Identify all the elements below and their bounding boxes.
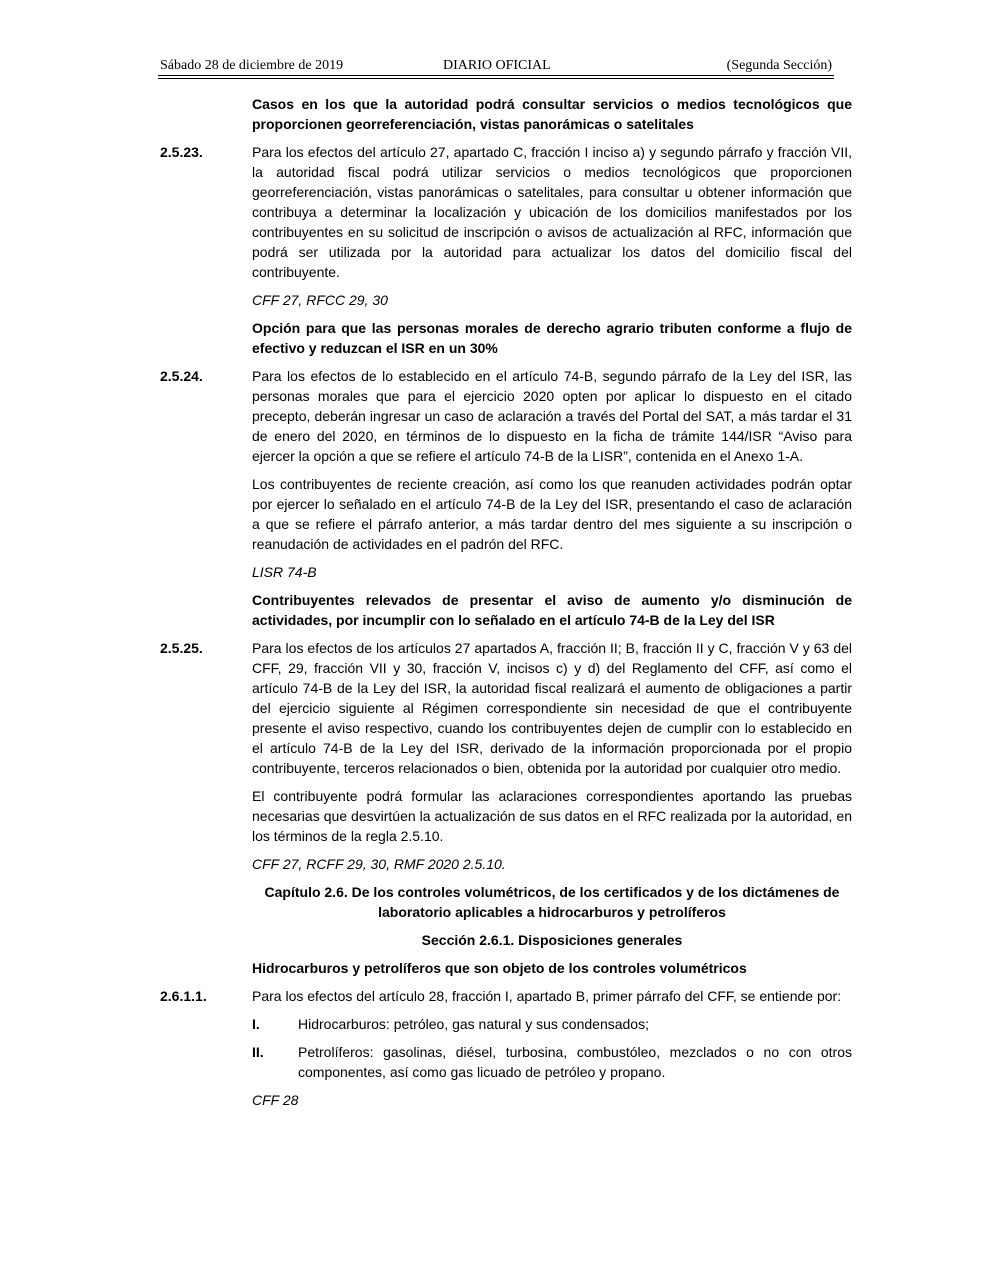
rule-heading-row — [160, 94, 852, 134]
rule-citation-row — [160, 290, 852, 310]
rule-paragraph-row — [160, 786, 852, 846]
rule-heading-row — [160, 590, 852, 630]
section-title: Sección 2.6.1. Disposiciones generales — [421, 932, 683, 948]
rule-heading: Casos en los que la autoridad podrá consultar servicios o medios tecnológicos que proporcionen georreferenciación, vistas panorámicas o satelitales — [252, 96, 852, 132]
list-item-text: Petrolíferos: gasolinas, diésel, turbosina, combustóleo, mezclados o no con otros componentes, así como gas licuado de petróleo y propano. — [298, 1044, 852, 1080]
header-rule — [158, 75, 834, 76]
list-item — [252, 1014, 852, 1034]
rule-paragraph-row — [160, 142, 852, 282]
rule-paragraph-row — [160, 366, 852, 466]
rule-number: 2.5.25. — [160, 640, 203, 656]
rule-number: 2.5.24. — [160, 368, 203, 384]
rule-citation: CFF 27, RCFF 29, 30, RMF 2020 2.5.10. — [252, 856, 506, 872]
rule-heading-row — [160, 318, 852, 358]
list-item-numeral: I. — [252, 1016, 260, 1032]
list-item-numeral: II. — [252, 1044, 264, 1060]
rule-citation-row — [160, 854, 852, 874]
section-heading-row — [160, 930, 852, 950]
rule-heading-row — [160, 958, 852, 978]
rule-heading: Contribuyentes relevados de presentar el aviso de aumento y/o disminución de actividades, por incumplir con lo señalado en el artículo 74-B de la Ley del ISR — [252, 592, 852, 628]
rule-number: 2.6.1.1. — [160, 988, 207, 1004]
rule-text: Para los efectos del artículo 27, apartado C, fracción I inciso a) y segundo párrafo y fracción VII, la autoridad fiscal podrá utilizar servicios o medios tecnológicos que proporcionen georreferenciación, vistas panorámicas o satelitales, para consultar u obtener información que contribuya a determinar la localización y ubicación de los domicilios manifestados por los contribuyentes en su solicitud de inscripción o avisos de actualización al RFC, información que podrá ser utilizada por la autoridad para actualizar los datos del domicilio fiscal del contribuyente. — [252, 144, 852, 280]
list-item — [252, 1042, 852, 1082]
rule-paragraph-row — [160, 986, 852, 1006]
rule-list-row — [160, 1014, 852, 1082]
document-content — [160, 94, 852, 1118]
rule-citation: LISR 74-B — [252, 564, 317, 580]
rule-text: Para los efectos del artículo 28, fracción I, apartado B, primer párrafo del CFF, se entiende por: — [252, 988, 842, 1004]
chapter-heading-row — [160, 882, 852, 922]
rule-heading: Hidrocarburos y petrolíferos que son objeto de los controles volumétricos — [252, 960, 747, 976]
header-section: (Segunda Sección) — [726, 58, 832, 73]
fraction-list — [252, 1014, 852, 1082]
rule-citation-row — [160, 1090, 852, 1110]
rule-paragraph-row — [160, 638, 852, 778]
list-item-text: Hidrocarburos: petróleo, gas natural y sus condensados; — [298, 1016, 649, 1032]
rule-paragraph-row — [160, 474, 852, 554]
rule-citation-row — [160, 562, 852, 582]
rule-text: El contribuyente podrá formular las aclaraciones correspondientes aportando las pruebas necesarias que desvirtúen la actualización de sus datos en el RFC realizada por la autoridad, en los términos de la regla 2.5.10. — [252, 788, 852, 844]
header-rule — [158, 78, 834, 79]
rule-citation: CFF 28 — [252, 1092, 299, 1108]
rule-citation: CFF 27, RFCC 29, 30 — [252, 292, 388, 308]
rule-text: Para los efectos de lo establecido en el artículo 74-B, segundo párrafo de la Ley del ISR, las personas morales que para el ejercicio 2020 opten por aplicar lo dispuesto en el citado precepto, deberán ingresar un caso de aclaración a través del Portal del SAT, a más tardar el 31 de enero del 2020, en términos de lo dispuesto en la ficha de trámite 144/ISR “Aviso para ejercer la opción a que se refiere el artículo 74-B de la LISR”, contenida en el Anexo 1-A. — [252, 368, 852, 464]
rule-heading: Opción para que las personas morales de derecho agrario tributen conforme a flujo de efectivo y reduzcan el ISR en un 30% — [252, 320, 852, 356]
header-publication: DIARIO OFICIAL — [443, 58, 551, 73]
chapter-title: Capítulo 2.6. De los controles volumétricos, de los certificados y de los dictámenes de laboratorio aplicables a hidrocarburos y petrolíferos — [264, 884, 840, 920]
page-header — [160, 56, 832, 76]
rule-text: Los contribuyentes de reciente creación, así como los que reanuden actividades podrán optar por ejercer lo señalado en el artículo 74-B de la Ley del ISR, presentando el caso de aclaración a que se refiere el párrafo anterior, a más tardar dentro del mes siguiente a su inscripción o reanudación de actividades en el padrón del RFC. — [252, 476, 852, 552]
header-date: Sábado 28 de diciembre de 2019 — [160, 58, 344, 73]
rule-text: Para los efectos de los artículos 27 apartados A, fracción II; B, fracción II y C, fracción V y 63 del CFF, 29, fracción VII y 30, fracción V, incisos c) y d) del Reglamento del CFF, así como el artículo 74-B de la Ley del ISR, la autoridad fiscal realizará el aumento de obligaciones a partir del ejercicio siguiente al Régimen correspondiente sin necesidad de que el contribuyente presente el aviso respectivo, cuando los contribuyentes dejen de cumplir con lo establecido en el artículo 74-B de la Ley del ISR, derivado de la información proporcionada por el propio contribuyente, terceros relacionados o bien, obtenida por la autoridad por cualquier otro medio. — [252, 640, 852, 776]
rule-number: 2.5.23. — [160, 144, 203, 160]
